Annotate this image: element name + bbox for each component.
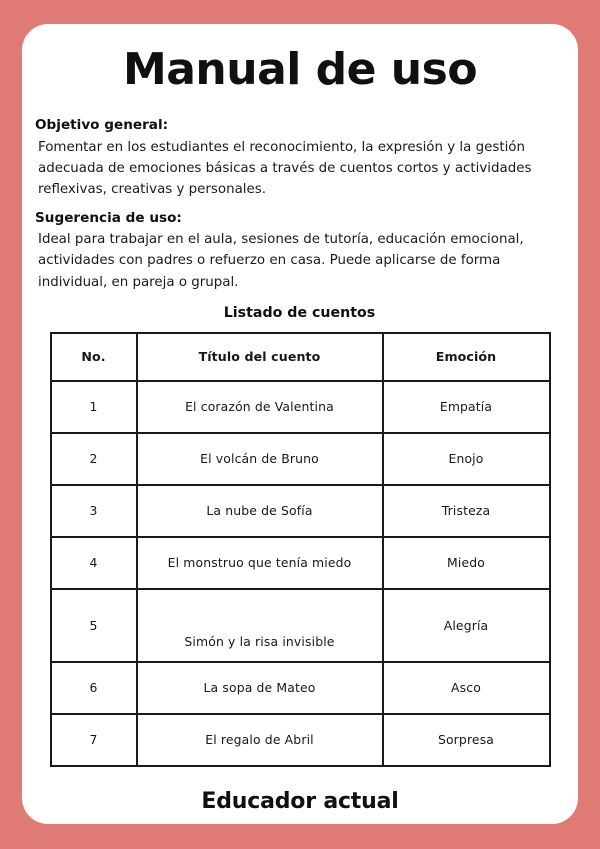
cell-emotion: Asco xyxy=(383,662,550,714)
table-row xyxy=(51,537,550,589)
cell-emotion: Empatía xyxy=(383,381,550,433)
cell-title: La sopa de Mateo xyxy=(137,662,383,714)
page-title: Manual de uso xyxy=(122,44,478,95)
footer-title: Educador actual xyxy=(201,788,399,814)
table-header-row xyxy=(51,333,550,381)
table-row xyxy=(51,485,550,537)
cell-title: El monstruo que tenía miedo xyxy=(137,537,383,589)
cell-emotion: Miedo xyxy=(383,537,550,589)
cell-no: 1 xyxy=(51,381,137,433)
usage-suggestion-paragraph: Ideal para trabajar en el aula, sesiones de tutoría, educación emocional, actividades con padres o refuerzo en casa. Puede aplicarse de forma individual, en pareja o grupal. xyxy=(38,232,524,290)
usage-suggestion-heading: Sugerencia de uso: xyxy=(35,209,182,226)
column-header-no: No. xyxy=(51,333,137,381)
table-row xyxy=(51,433,550,485)
cell-no: 3 xyxy=(51,485,137,537)
cell-emotion: Alegría xyxy=(383,589,550,662)
cell-emotion: Sorpresa xyxy=(383,714,550,766)
table-row xyxy=(51,714,550,766)
intro-section xyxy=(22,116,578,320)
document-card xyxy=(22,24,578,824)
stories-table xyxy=(50,332,551,767)
cell-title: El regalo de Abril xyxy=(137,714,383,766)
column-header-title: Título del cuento xyxy=(137,333,383,381)
table-heading: Listado de cuentos xyxy=(223,304,376,321)
cell-title: La nube de Sofía xyxy=(137,485,383,537)
cell-emotion: Enojo xyxy=(383,433,550,485)
objective-heading: Objetivo general: xyxy=(35,117,169,134)
cell-no: 2 xyxy=(51,433,137,485)
cell-no: 6 xyxy=(51,662,137,714)
column-header-emotion: Emoción xyxy=(383,333,550,381)
cell-emotion: Tristeza xyxy=(383,485,550,537)
table-row xyxy=(51,381,550,433)
cell-title: El volcán de Bruno xyxy=(137,433,383,485)
cell-title: Simón y la risa invisible xyxy=(137,589,383,662)
cell-no: 4 xyxy=(51,537,137,589)
table-row xyxy=(51,589,550,662)
cell-title: El corazón de Valentina xyxy=(137,381,383,433)
objective-paragraph: Fomentar en los estudiantes el reconocimiento, la expresión y la gestión adecuada de emociones básicas a través de cuentos cortos y actividades reflexivas, creativas y personales. xyxy=(38,140,532,198)
table-row xyxy=(51,662,550,714)
cell-no: 5 xyxy=(51,589,137,662)
cell-no: 7 xyxy=(51,714,137,766)
